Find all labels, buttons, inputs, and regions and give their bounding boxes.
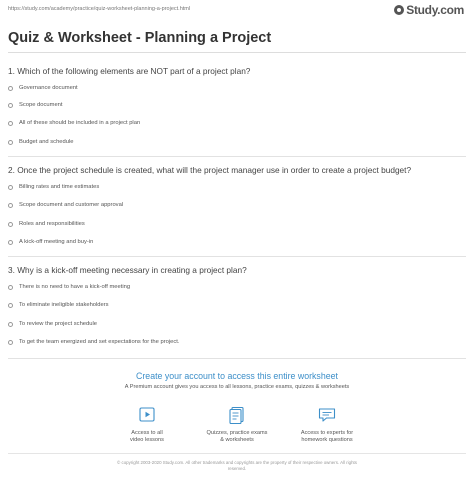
radio-icon[interactable] — [8, 222, 13, 227]
question-1: 1. Which of the following elements are NOT part of a project plan? — [8, 66, 251, 76]
radio-icon[interactable] — [8, 322, 13, 327]
page-title: Quiz & Worksheet - Planning a Project — [8, 30, 272, 46]
video-play-icon — [137, 405, 157, 425]
radio-icon[interactable] — [8, 103, 13, 108]
radio-icon[interactable] — [8, 203, 13, 208]
q3-option-1[interactable] — [8, 283, 130, 291]
q1-option-2[interactable] — [8, 101, 63, 109]
question-divider — [8, 156, 466, 157]
q1-option-1[interactable] — [8, 84, 78, 92]
cta-subtitle: A Premium account gives you access to all lessons, practice exams, quizzes & worksheets — [124, 384, 350, 390]
option-label: To eliminate ineligible stakeholders — [19, 302, 109, 308]
option-label: Governance document — [19, 85, 78, 91]
option-label: Budget and schedule — [19, 139, 74, 145]
option-label: To get the team energized and set expectations for the project. — [19, 339, 180, 345]
q1-option-3[interactable] — [8, 119, 140, 127]
q1-option-4[interactable] — [8, 138, 73, 146]
footer-line-2: reserved. — [227, 466, 247, 471]
option-label: All of these should be included in a project plan — [19, 120, 141, 126]
radio-icon[interactable] — [8, 140, 13, 145]
study-logo[interactable] — [394, 3, 464, 17]
option-label: Scope document and customer approval — [19, 202, 124, 208]
expert-chat-icon — [317, 405, 337, 425]
feature-line-2: & worksheets — [220, 437, 254, 443]
title-divider — [8, 52, 466, 53]
option-label: To review the project schedule — [19, 321, 97, 327]
option-label: A kick-off meeting and buy-in — [19, 239, 94, 245]
feature-line-1: Access to experts for — [300, 430, 354, 436]
logo-text: Study.com — [406, 3, 464, 17]
q2-option-3[interactable] — [8, 220, 85, 228]
feature-line-2: homework questions — [301, 437, 353, 443]
q2-option-4[interactable] — [8, 238, 93, 246]
option-label: Roles and responsibilities — [19, 221, 85, 227]
q2-option-1[interactable] — [8, 183, 99, 191]
question-divider — [8, 256, 466, 257]
radio-icon[interactable] — [8, 303, 13, 308]
option-label: Billing rates and time estimates — [19, 184, 100, 190]
option-label: There is no need to have a kick-off meeting — [19, 284, 131, 290]
q3-option-4[interactable] — [8, 338, 179, 346]
top-bar — [0, 0, 474, 22]
radio-icon[interactable] — [8, 285, 13, 290]
radio-icon[interactable] — [8, 185, 13, 190]
radio-icon[interactable] — [8, 240, 13, 245]
question-2: 2. Once the project schedule is created, what will the project manager use in order to create a project budget? — [8, 165, 412, 175]
footer-line-1: © copyright 2003-2020 Study.com. All other trademarks and copyrights are the property of their respective owners. All rights — [117, 460, 357, 465]
feature-line-1: Quizzes, practice exams — [206, 430, 268, 436]
radio-icon[interactable] — [8, 121, 13, 126]
footer-divider — [8, 453, 466, 454]
feature-line-2: video lessons — [130, 437, 164, 443]
create-account-link[interactable]: Create your account to access this entire worksheet — [136, 371, 338, 381]
study-logo-icon — [394, 5, 404, 15]
q3-option-3[interactable] — [8, 320, 97, 328]
question-3: 3. Why is a kick-off meeting necessary in creating a project plan? — [8, 265, 247, 275]
footer-copyright — [0, 460, 474, 472]
feature-line-1: Access to all — [131, 430, 163, 436]
q3-option-2[interactable] — [8, 301, 109, 309]
option-label: Scope document — [19, 102, 63, 108]
radio-icon[interactable] — [8, 86, 13, 91]
q2-option-2[interactable] — [8, 201, 123, 209]
quiz-checklist-icon — [227, 405, 247, 425]
question-divider — [8, 358, 466, 359]
page-url: https://study.com/academy/practice/quiz-worksheet-planning-a-project.html — [8, 6, 191, 12]
radio-icon[interactable] — [8, 340, 13, 345]
